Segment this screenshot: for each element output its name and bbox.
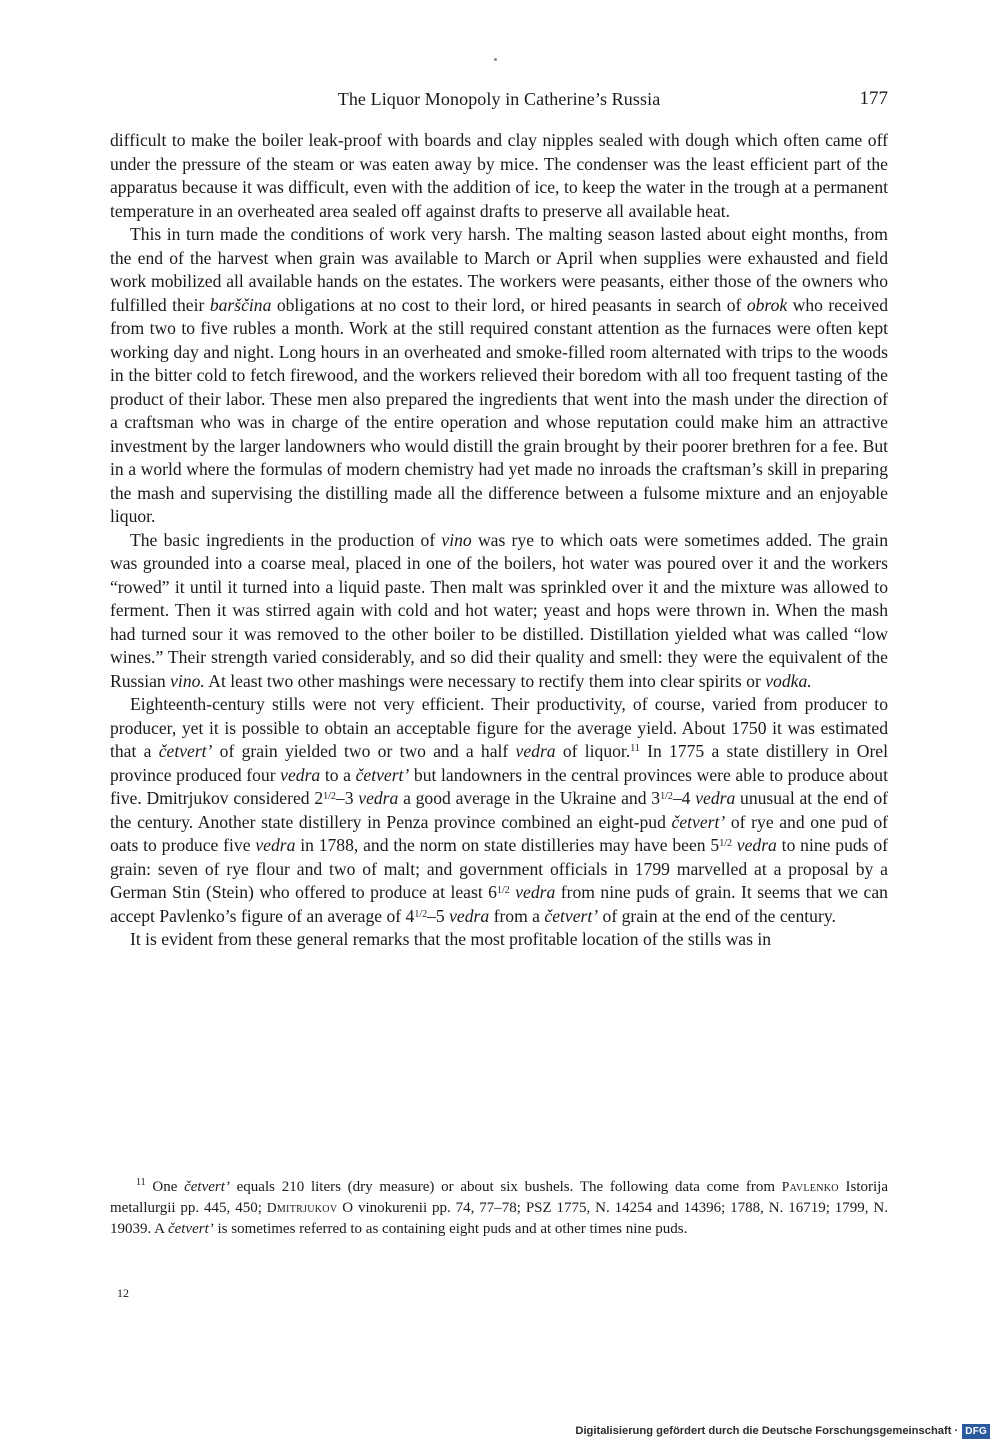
term-cetvert: četvert’ [544,905,599,926]
paragraph-1-text: difficult to make the boiler leak-proof with boards and clay nipples sealed with dough which often came off under the pressure of the steam or was eaten away by mice. The condenser was the least efficient part of the apparatus because it was difficult, even with the addition of ice, to keep the water in the trough at a permanent temperature in an overheated area sealed off against drafts to preserve all available heat. [110,130,888,221]
text-run: At least two other mashings were necessary to rectify them into clear spirits or [204,670,766,691]
fraction: 1/2 [496,885,510,896]
term-vedra: vedra [255,835,296,855]
footnote-11 [110,1177,888,1239]
text-run: from nine puds of grain. It seems that we can accept Pavlenko’s figure of an average of 4 [110,882,888,926]
footnote-text [110,1177,888,1239]
running-title: The Liquor Monopoly in Catherine’s Russia [337,89,661,109]
paragraph-1 [110,129,888,223]
printer-signature: 12 [117,1286,129,1300]
term-vedra: vedra [280,764,321,785]
text-run: –3 [335,788,359,808]
text-run: Istorija metallurgii pp. 445, 450; [110,1179,888,1216]
running-head [110,86,888,112]
footnote-reference: 11 [630,743,640,754]
text-run: in 1788, and the norm on state distilleries may have been 5 [295,835,720,855]
term-cetvert: četvert’ [158,741,213,761]
text-run: was rye to which oats were sometimes added. The grain was grounded into a coarse meal, placed in one of the boilers, hot water was poured over it and the workers “rowed” it until it turned into a liquid paste. Then malt was sprinkled over it and the mixture was allowed to ferment. Then it was stirred again with cold and hot water; yeast and hops were thrown in. When the mash had turned sour it was removed to the other boiler to be distilled. Distillation yielded what was called “low wines.” Their strength varied considerably, and so did their quality and smell: they were the equivalent of the Russian [110,529,888,691]
text-run: unusual at the end of the century. Another state distillery in Penza province combined an eight-pud [110,788,889,832]
fraction: 1/2 [660,791,673,802]
term-vedra: vedra [515,882,556,902]
text-run: from a [489,905,545,926]
text-run: This in turn made the conditions of work very harsh. The malting season lasted about eight months, from the end of the harvest when grain was available to March or April when supplies were exhausted and field work mobilized all available hands on the estates. The workers were peasants, either those of the owners who fulfilled their [110,224,888,315]
term-vedra: vedra [695,788,736,808]
author-pavlenko: Pavlenko [781,1179,839,1194]
term-cetvert: četvert’ [671,811,726,832]
text-run: One [145,1179,185,1195]
text-run: is sometimes referred to as containing eight puds and at other times nine puds. [213,1220,688,1237]
text-run: to nine puds of grain: seven of rye flour and two of malt; and government officials in 1799 marvelled at a proposal by a German Stin (Stein) who offered to produce at least 6 [110,835,889,902]
funding-notice [575,1423,990,1439]
term-obrok: obrok [746,294,788,315]
term-vino: vino [441,529,472,550]
paragraph-3 [110,529,888,694]
text-run: The basic ingredients in the production of [130,529,442,550]
text-run: of grain at the end of the century. [598,905,836,926]
term-cetvert: četvert’ [167,1220,214,1237]
text-run: who received from two to five rubles a month. Work at the still required constant attention as the furnaces were often kept working day and night. Long hours in an overheated and smoke-filled room alternated with trips to the woods in the bitter cold to fetch firewood, and the workers relieved their boredom with all too frequent tasting of the product of their labor. These men also prepared the ingredients that went into the mash under the direction of a craftsman who was in charge of the entire operation and whose reputation could make him an attractive investment by the larger landowners who would distill the grain brought by their poorer brethren for a fee. But in a world where the formulas of modern chemistry had yet made no inroads the craftsman’s skill in preparing the mash and supervising the distilling made all the difference between a fulsome mixture and an enjoyable liquor. [110,294,888,526]
paragraph-4 [110,693,888,928]
fraction: 1/2 [323,791,336,802]
paragraph-2 [110,223,888,529]
term-vedra: vedra [449,905,490,926]
footnote-marker: 11 [136,1177,146,1188]
term-cetvert: četvert’ [355,764,410,785]
text-run: to a [320,764,356,785]
text-run: Eighteenth-century stills were not very efficient. Their productivity, of course, varied from producer to producer, yet it is possible to obtain an acceptable figure for the average yield. About 1750 it was estimated that a [110,694,888,761]
term-barscina: barščina [209,294,272,315]
author-dmitrjukov: Dmitrjukov [266,1199,338,1215]
scan-speck [494,58,497,61]
fraction: 1/2 [719,838,732,849]
term-vedra: vedra [358,788,399,808]
text-run: but landowners in the central provinces were able to produce about five. Dmitrjukov considered 2 [110,764,888,808]
dfg-logo: DFG [962,1424,990,1439]
funding-text: Digitalisierung gefördert durch die Deutsche Forschungsgemeinschaft · [575,1425,959,1437]
fraction: 1/2 [414,908,428,920]
term-vodka: vodka. [765,670,812,691]
text-run: obligations at no cost to their lord, or hired peasants in search of [271,294,747,315]
paragraph-5 [110,928,888,952]
paragraph-5-text: It is evident from these general remarks that the most profitable location of the stills was in [130,929,772,949]
text-run: a good average in the Ukraine and 3 [398,788,661,808]
text-run: equals 210 liters (dry measure) or about six bushels. The following data come from [229,1179,782,1195]
text-run: –4 [672,788,696,808]
term-cetvert: četvert’ [184,1179,230,1195]
text-run: In 1775 a state distillery in Orel province produced four [110,741,889,785]
text-run: –5 [427,905,450,926]
text-run: O vinokurenii pp. 74, 77–78; PSZ 1775, N. 14254 and 14396; 1788, N. 16719; 1799, N. 19039. A [110,1199,888,1237]
term-vedra: vedra [736,835,777,855]
text-run: of grain yielded two or two and a half [212,741,516,761]
term-vedra: vedra [515,741,556,761]
text-run: of rye and one pud of oats to produce five [110,811,888,855]
term-vino: vino. [170,670,205,691]
body-text [110,129,888,952]
page-number: 177 [859,88,888,109]
text-run: of liquor. [555,741,631,761]
